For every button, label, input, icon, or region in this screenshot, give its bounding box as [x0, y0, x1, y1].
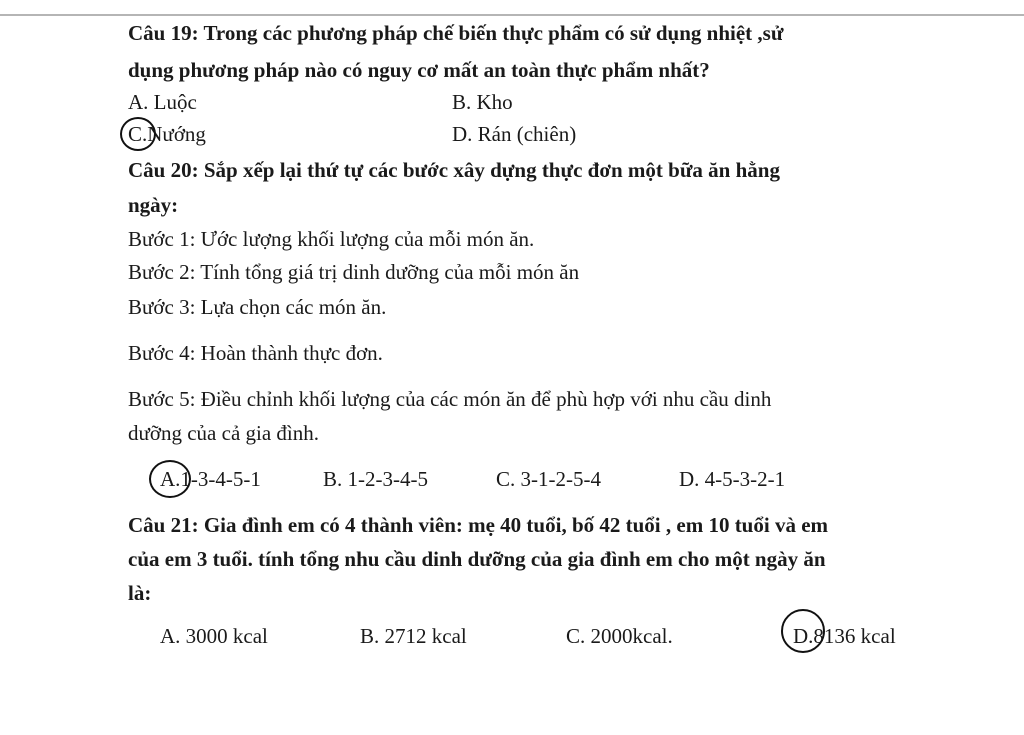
q20-option-a-text: 1-3-4-5-1 [180, 467, 261, 491]
q20-step5-line1: Bước 5: Điều chỉnh khối lượng của các món ăn để phù hợp với nhu cầu dinh [128, 387, 772, 411]
q21-line2: của em 3 tuổi. tính tổng nhu cầu dinh dưỡng của gia đình em cho một ngày ăn [128, 547, 826, 571]
q20-step4: Bước 4: Hoàn thành thực đơn. [128, 341, 383, 365]
q20-option-b: B. 1-2-3-4-5 [323, 467, 428, 491]
q19-option-c-text: Nướng [147, 122, 206, 146]
q21-option-b: B. 2712 kcal [360, 624, 467, 648]
q21-line1: Câu 21: Gia đình em có 4 thành viên: mẹ 40 tuổi, bố 42 tuổi , em 10 tuổi và em [128, 513, 829, 537]
q20-option-a-letter [160, 466, 180, 492]
q20-step5-line2: dưỡng của cả gia đình. [128, 421, 320, 445]
q19-line1: Câu 19: Trong các phương pháp chế biến thực phẩm có sử dụng nhiệt ,sử [128, 21, 784, 45]
q20-step3: Bước 3: Lựa chọn các món ăn. [128, 295, 387, 319]
q20-option-d: D. 4-5-3-2-1 [679, 467, 786, 491]
q20-option-a [160, 466, 261, 492]
q20-option-c: C. 3-1-2-5-4 [496, 467, 601, 491]
q19-option-a: A. Luộc [128, 90, 197, 114]
q19-option-d: D. Rán (chiên) [452, 122, 577, 146]
q20-line2: ngày: [128, 193, 179, 217]
q21-option-d [793, 623, 896, 649]
q21-option-d-text: 8136 kcal [813, 624, 896, 648]
q20-step2: Bước 2: Tính tổng giá trị dinh dưỡng của mỗi món ăn [128, 260, 580, 284]
q20-option-a-label: A. [160, 467, 181, 491]
q19-option-c [128, 121, 206, 147]
q21-option-d-letter [793, 623, 813, 649]
q21-option-d-label: D. [793, 624, 814, 648]
q21-option-c: C. 2000kcal. [566, 624, 673, 648]
q21-line3: là: [128, 581, 152, 605]
q21-option-a: A. 3000 kcal [160, 624, 268, 648]
q19-option-b: B. Kho [452, 90, 513, 114]
q19-line2: dụng phương pháp nào có nguy cơ mất an toàn thực phẩm nhất? [128, 58, 710, 82]
q20-line1: Câu 20: Sắp xếp lại thứ tự các bước xây dựng thực đơn một bữa ăn hằng [128, 158, 780, 182]
q19-option-c-letter [128, 121, 147, 147]
q19-option-c-label: C. [128, 122, 148, 146]
q20-step1: Bước 1: Ước lượng khối lượng của mỗi món ăn. [128, 227, 535, 251]
